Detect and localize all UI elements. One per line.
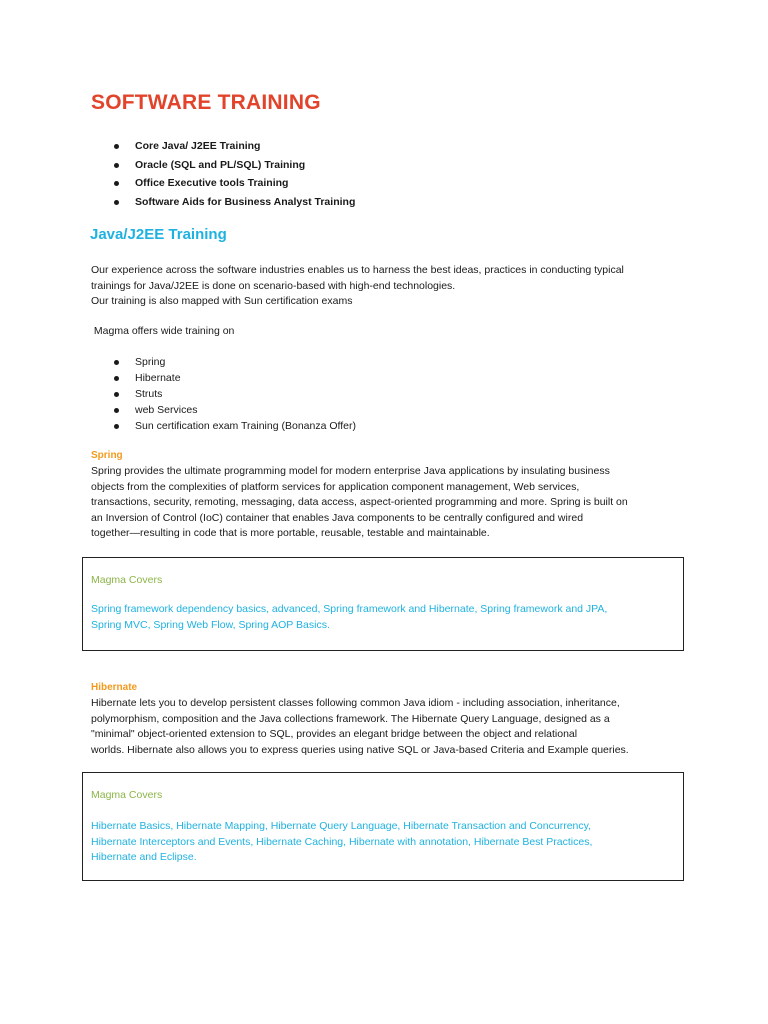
- list-item: Office Executive tools Training: [91, 174, 355, 193]
- bullet-icon: [114, 163, 119, 168]
- bullet-icon: [114, 376, 119, 381]
- spring-covers-box: [82, 557, 684, 651]
- spring-heading: Spring: [91, 450, 123, 461]
- offers-line: Magma offers wide training on: [91, 325, 235, 337]
- page-title: SOFTWARE TRAINING: [91, 91, 321, 114]
- topics-list: [91, 354, 356, 434]
- bullet-icon: [114, 360, 119, 365]
- list-item: Oracle (SQL and PL/SQL) Training: [91, 156, 355, 175]
- box-title: Magma Covers: [91, 789, 163, 801]
- list-item: Core Java/ J2EE Training: [91, 137, 355, 156]
- bullet-icon: [114, 200, 119, 205]
- spring-paragraph: Spring provides the ultimate programming model for modern enterprise Java applications by insulating business objects from the complexities of platform services for application component management, Web services, transactions, security, remoting, messaging, data access, aspect-oriented programming and more. Spring is built on an Inversion of Control (IoC) container that enables Java components to be centrally configured and wired together—resulting in code that is more portable, reusable, testable and maintainable.: [91, 465, 628, 539]
- list-item: Hibernate: [91, 370, 356, 386]
- list-item: Spring: [91, 354, 356, 370]
- hibernate-heading: Hibernate: [91, 682, 138, 693]
- bullet-icon: [114, 144, 119, 149]
- hibernate-paragraph: Hibernate lets you to develop persistent classes following common Java idiom - including association, inheritance, polymorphism, composition and the Java collections framework. The Hibernate Query Language, designed as a "minimal" object-oriented extension to SQL, provides an elegant bridge between the object and relational worlds. Hibernate also allows you to express queries using native SQL or Java-based Criteria and Example queries.: [91, 697, 629, 756]
- bullet-icon: [114, 408, 119, 413]
- box-title: Magma Covers: [91, 574, 163, 586]
- list-item: web Services: [91, 402, 356, 418]
- section-heading-java: Java/J2EE Training: [90, 226, 227, 243]
- hibernate-covers-box: [82, 772, 684, 881]
- bullet-icon: [114, 424, 119, 429]
- bullet-icon: [114, 392, 119, 397]
- training-list: [91, 137, 355, 211]
- java-intro-paragraph: Our experience across the software industries enables us to harness the best ideas, practices in conducting typical trainings for Java/J2EE is done on scenario-based with high-end technologies. Our training is also mapped with Sun certification exams: [91, 264, 624, 307]
- bullet-icon: [114, 181, 119, 186]
- list-item: Software Aids for Business Analyst Training: [91, 193, 355, 212]
- box-text: Hibernate Basics, Hibernate Mapping, Hibernate Query Language, Hibernate Transaction and Concurrency, Hibernate Interceptors and Events, Hibernate Caching, Hibernate with annotation, Hibernate Best Practices, Hibernate and Eclipse.: [91, 820, 593, 863]
- list-item: Struts: [91, 386, 356, 402]
- list-item: Sun certification exam Training (Bonanza Offer): [91, 418, 356, 434]
- box-text: Spring framework dependency basics, advanced, Spring framework and Hibernate, Spring framework and JPA, Spring MVC, Spring Web Flow, Spring AOP Basics.: [91, 603, 608, 631]
